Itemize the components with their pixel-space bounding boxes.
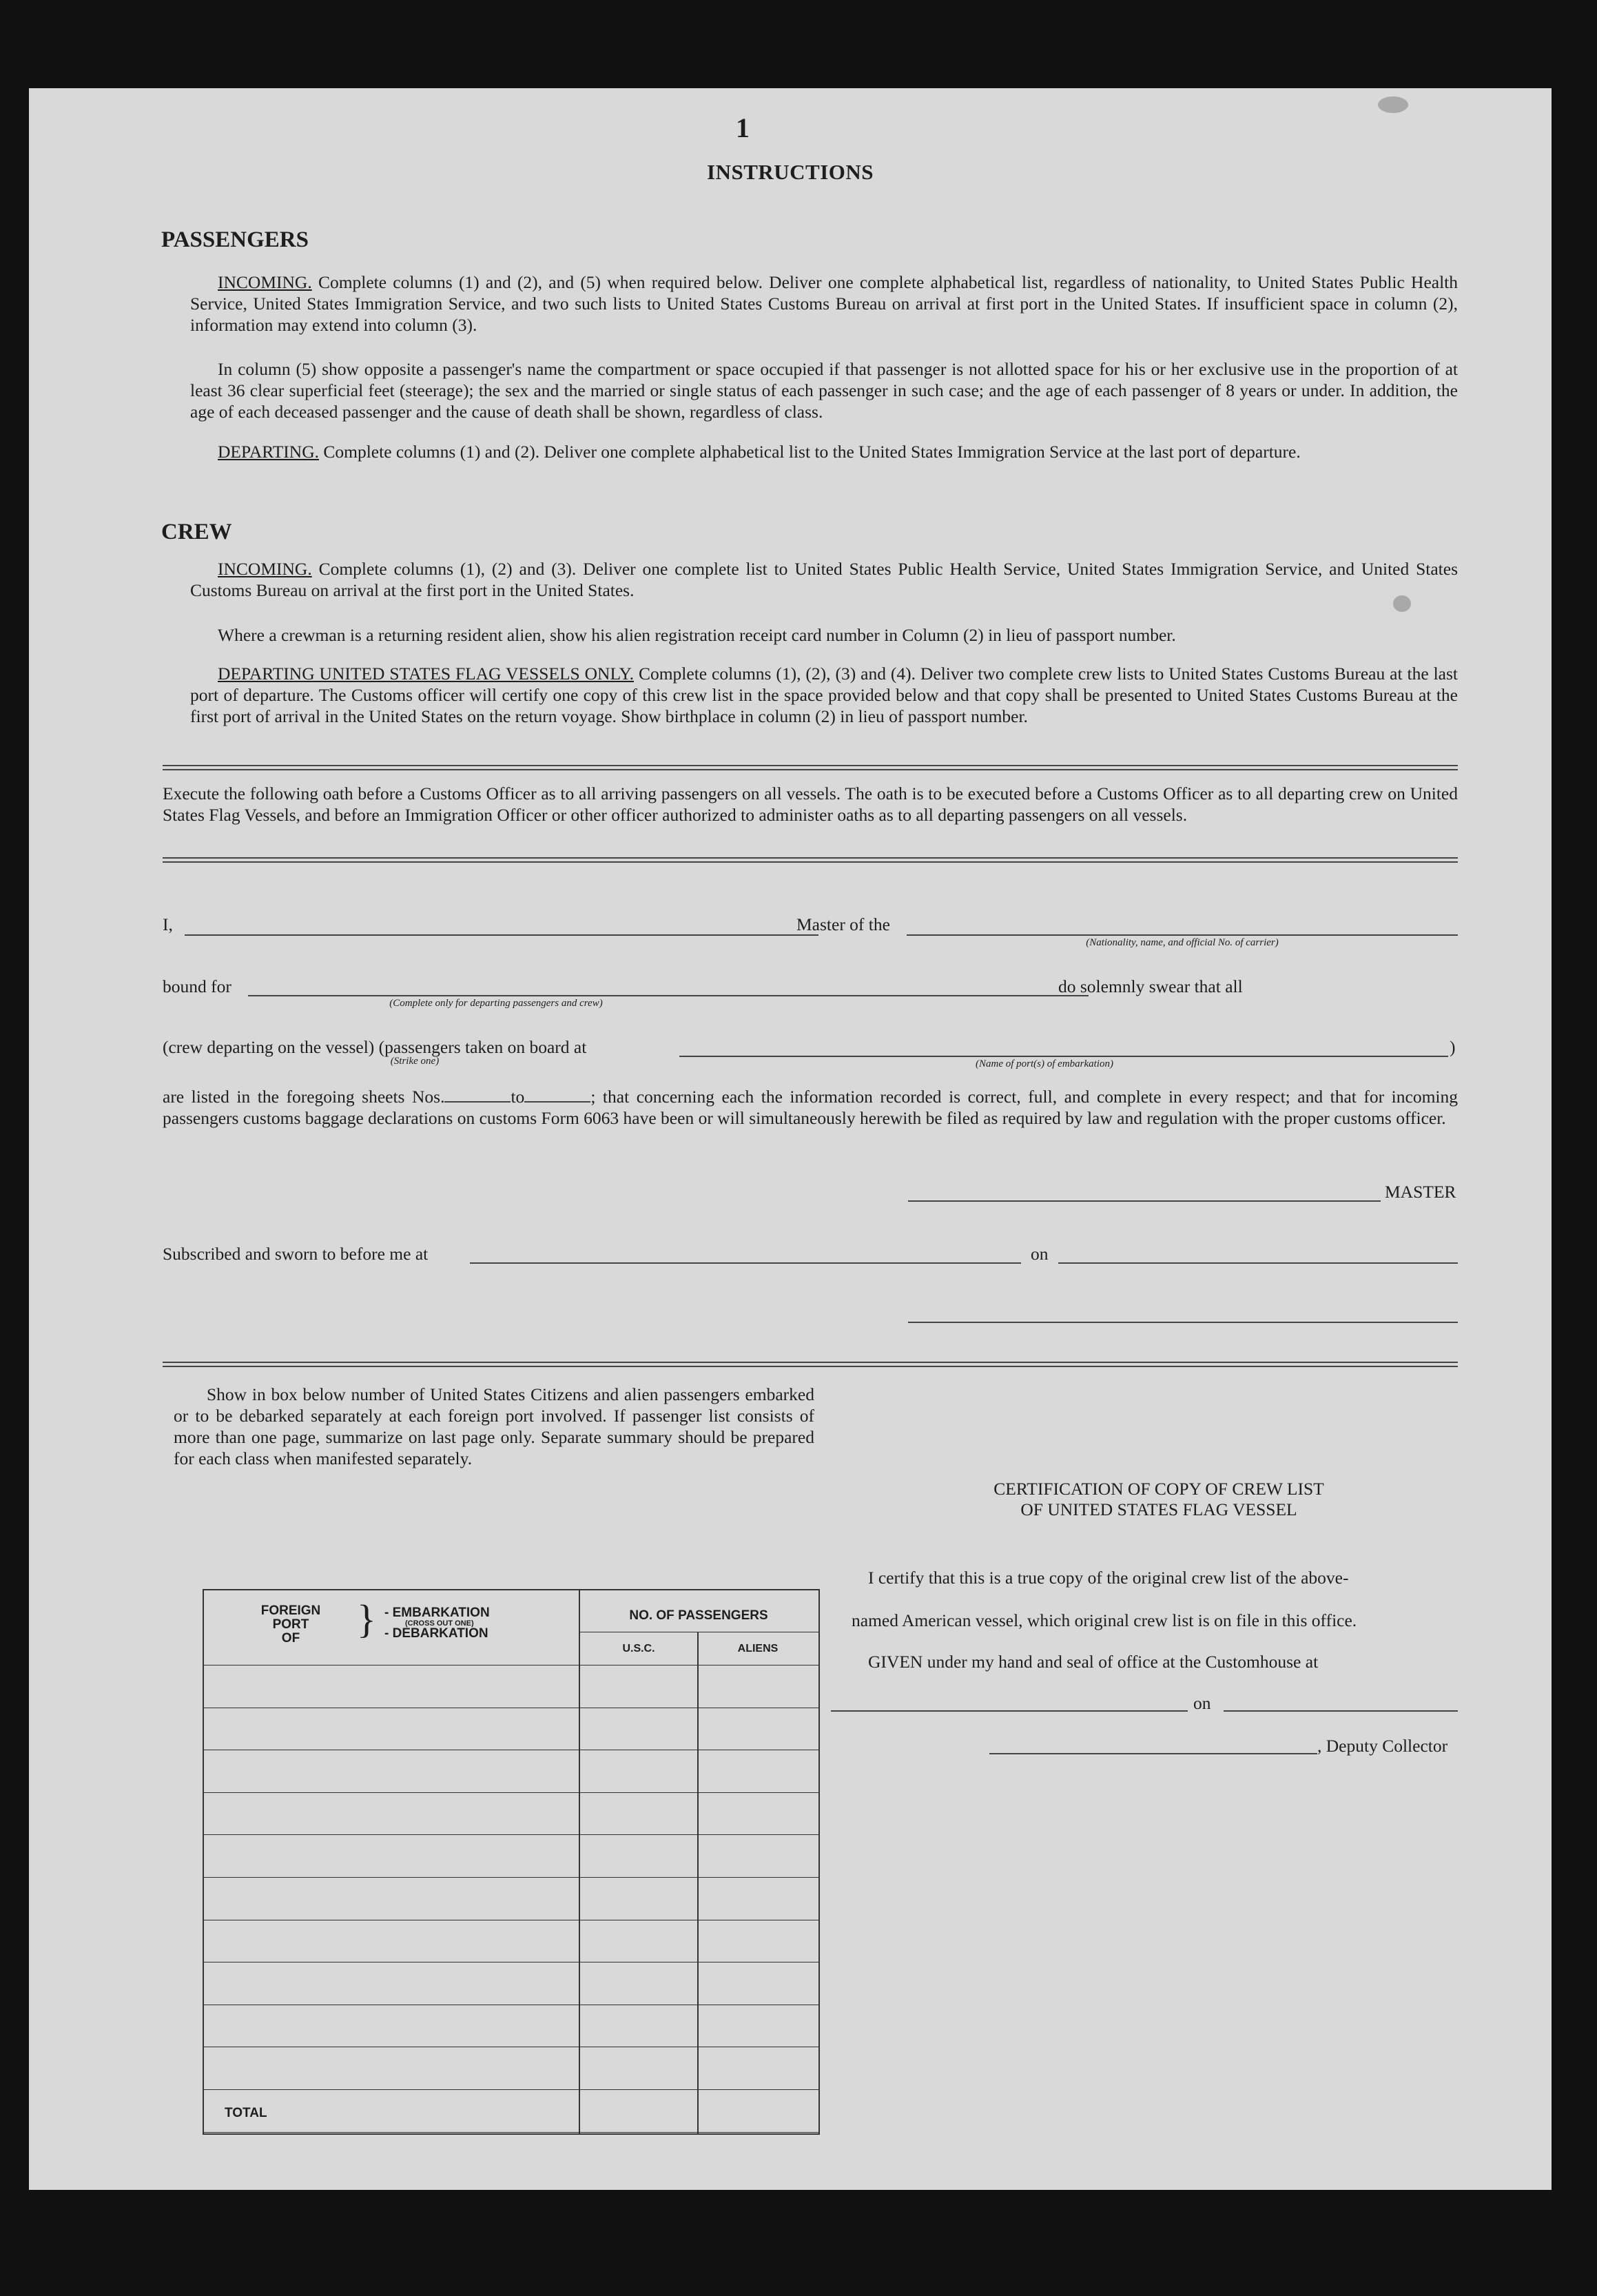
crew-incoming-paragraph <box>190 558 1458 601</box>
certification-title <box>845 1479 1473 1520</box>
no-of-passengers-header: NO. OF PASSENGERS <box>629 1608 768 1623</box>
embark-debark-header <box>384 1607 490 1640</box>
sworn-on-label: on <box>1031 1244 1049 1264</box>
certification-title-line2: OF UNITED STATES FLAG VESSEL <box>1020 1499 1297 1519</box>
passengers-departing-paragraph <box>190 441 1458 462</box>
divider-double <box>163 765 1458 770</box>
certification-date-line[interactable] <box>1224 1710 1458 1712</box>
ink-smudge <box>1378 96 1408 113</box>
aliens-header: ALIENS <box>737 1643 779 1654</box>
master-label: MASTER <box>1385 1182 1456 1202</box>
deputy-signature-line[interactable] <box>989 1753 1317 1754</box>
table-row-line <box>204 1877 818 1878</box>
passengers-incoming-label: INCOMING. <box>218 272 312 292</box>
divider-double <box>163 857 1458 863</box>
usc-header: U.S.C. <box>622 1643 655 1654</box>
bound-for-label: bound for <box>163 976 231 996</box>
passengers-column5-paragraph: In column (5) show opposite a passenger's name the compartment or space occupied if that passenger is not allotted space for his or her exclusive use in the proportion of at least 36 clear superficial feet (steerage); the sex and the married or single status of each passenger in such case; and the age of each passenger of 8 years or under. In addition, the age of each deceased passenger and the cause of death shall be shown, regardless of class. <box>190 359 1458 422</box>
subscribed-label: Subscribed and sworn to before me at <box>163 1244 429 1264</box>
swear-label: do solemnly swear that all <box>1058 976 1243 996</box>
certification-line2: named American vessel, which original crew list is on file in this office. <box>852 1610 1357 1630</box>
to-label: to <box>511 1087 525 1107</box>
crew-departing-paragraph <box>190 663 1458 727</box>
sheet-to-line[interactable] <box>524 1086 590 1103</box>
listed-text: ; that concerning each the information recorded is correct, full, and complete in every respect; and that for incoming passengers customs baggage declarations on customs Form 6063 have been or will simultaneously herewith be filed as required by law and regulation with the proper customs officer. <box>163 1087 1458 1128</box>
strike-one-hint: (Strike one) <box>390 1056 440 1067</box>
customhouse-line[interactable] <box>831 1710 1188 1712</box>
foreign-port-line2: PORT <box>272 1617 309 1632</box>
foreign-port-line1: FOREIGN <box>260 1603 321 1618</box>
carrier-hint: (Nationality, name, and official No. of carrier) <box>1086 937 1279 948</box>
foreign-port-line3: OF <box>281 1631 300 1646</box>
debarkation-label: - DEBARKATION <box>384 1626 488 1641</box>
total-label: TOTAL <box>225 2106 267 2120</box>
crew-incoming-text: Complete columns (1), (2) and (3). Deliver one complete list to United States Public Health Service, United States Immigration Service, and United States Customs Bureau on arrival at the first port in the United States. <box>190 559 1459 600</box>
crew-resident-paragraph: Where a crewman is a returning resident alien, show his alien registration receipt card number in Column (2) in lieu of passport number. <box>218 625 1176 645</box>
close-paren: ) <box>1450 1037 1456 1057</box>
crew-departing-text: Complete columns (1), (2), (3) and (4). Deliver two complete crew lists to United States Customs Bureau at the last port of departure. The Customs officer will certify one copy of this crew list in the space provided below and that copy shall be presented to United States Customs Bureau at the first port of arrival in the United States on the return voyage. Show birthplace in column (2) in lieu of passport number. <box>190 664 1458 726</box>
table-row-line <box>204 1792 818 1793</box>
certification-on-label: on <box>1193 1693 1211 1713</box>
master-of-label: Master of the <box>796 914 890 934</box>
sworn-date-line[interactable] <box>1058 1262 1458 1264</box>
table-row-line <box>204 2089 818 2090</box>
deputy-collector-label: , Deputy Collector <box>1317 1736 1448 1756</box>
page-mark: 1 <box>736 112 750 143</box>
departing-hint: (Complete only for departing passengers and crew) <box>389 998 603 1009</box>
oath-i-label: I, <box>163 914 173 934</box>
bound-for-line[interactable] <box>248 995 1089 996</box>
embarkation-label: - EMBARKATION <box>384 1606 490 1620</box>
master-signature-line[interactable] <box>908 1200 1381 1202</box>
crew-departing-label: DEPARTING UNITED STATES FLAG VESSELS ONLY. <box>218 664 635 684</box>
cross-out-label: (CROSS OUT ONE) <box>405 1619 474 1628</box>
crew-heading: CREW <box>161 520 232 544</box>
foreign-port-header <box>249 1604 332 1646</box>
master-name-line[interactable] <box>185 934 818 936</box>
certification-title-line1: CERTIFICATION OF COPY OF CREW LIST <box>993 1479 1324 1499</box>
embarkation-port-line[interactable] <box>679 1056 1448 1057</box>
sworn-place-line[interactable] <box>470 1262 1021 1264</box>
crew-incoming-label: INCOMING. <box>218 559 312 579</box>
oath-instructions: Execute the following oath before a Customs Officer as to all arriving passengers on all vessels. The oath is to be executed before a Customs Officer as to all departing crew on United States Flag Vessels, and before an Immigration Officer or other officer authorized to administer oaths as to all departing passengers on all vessels. <box>163 783 1458 825</box>
summary-instructions: Show in box below number of United States Citizens and alien passengers embarked or to be debarked separately at each foreign port involved. If passenger list consists of more than one page, summarize on last page only. Separate summary should be prepared for each class when manifested separately. <box>174 1384 814 1468</box>
listed-prefix: are listed in the foregoing sheets Nos. <box>163 1087 445 1107</box>
certification-line3: GIVEN under my hand and seal of office at the Customhouse at <box>868 1652 1319 1672</box>
passengers-heading: PASSENGERS <box>161 227 309 252</box>
document-page <box>29 88 1552 2190</box>
passenger-summary-table <box>203 1589 820 2135</box>
sheet-from-line[interactable] <box>444 1086 511 1103</box>
brace: } <box>357 1597 376 1641</box>
passengers-departing-text: Complete columns (1) and (2). Deliver one complete alphabetical list to the United States Immigration Service at the last port of departure. <box>323 442 1301 462</box>
certification-line1: I certify that this is a true copy of the original crew list of the above- <box>868 1568 1349 1588</box>
passengers-departing-label: DEPARTING. <box>218 442 319 462</box>
passengers-incoming-text: Complete columns (1) and (2), and (5) when required below. Deliver one complete alphabetical list, regardless of nationality, to United States Public Health Service, United States Immigration Service, and two such lists to United States Customs Bureau on arrival at first port in the United States. If insufficient space in column (2), information may extend into column (3). <box>190 272 1459 335</box>
divider-double <box>163 1362 1458 1367</box>
passengers-incoming-paragraph <box>190 271 1458 336</box>
crew-departing-oath-label: (crew departing on the vessel) (passengers taken on board at <box>163 1037 587 1057</box>
table-row-line <box>204 1834 818 1835</box>
page-title: INSTRUCTIONS <box>707 160 874 184</box>
carrier-line[interactable] <box>907 934 1458 936</box>
officer-signature-line[interactable] <box>908 1322 1458 1323</box>
table-row-line <box>204 2132 818 2133</box>
table-divider <box>579 1590 580 2133</box>
port-hint: (Name of port(s) of embarkation) <box>976 1058 1113 1069</box>
listed-paragraph <box>163 1086 1458 1129</box>
